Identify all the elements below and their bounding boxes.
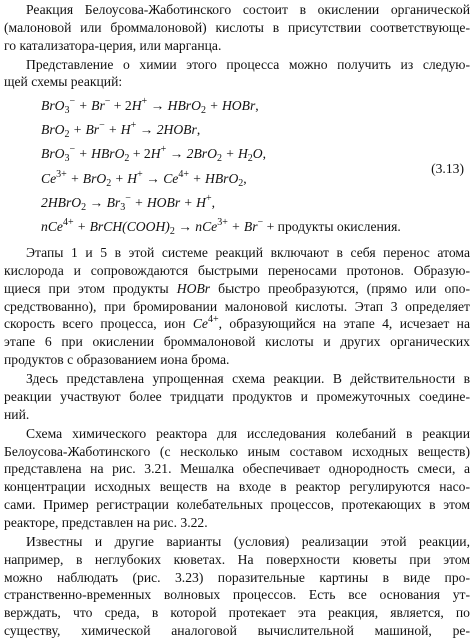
paragraph-1-line-1: Реакция Белоусова-Жаботинского состоит в окислении органической xyxy=(26,2,470,17)
paragraph-1-line-3: го катализатора-церия, или марганца. xyxy=(4,37,222,53)
paragraph-5-line-4: концентрации исходных веществ на входе в реактор регулируются насо- xyxy=(4,479,470,495)
paragraph-6-line-4: странственно-временных волновых процессов. Есть все основания ут- xyxy=(4,587,470,603)
hobr-term: HOBr xyxy=(176,280,211,296)
paragraph-3-line-4: средствованно), при бромировании малоновой кислоты. Этап 3 определяет xyxy=(4,298,470,314)
paragraph-6-line-5: верждать, что среда, в которой протекает эта реакция, является, по xyxy=(4,605,470,621)
equation-3: BrO$_3$− + HBrO$_2$ + $2H^+ \to 2BrO_2 + H_2O$, xyxy=(41,144,267,165)
cerium-ion-term: Ce xyxy=(192,316,208,332)
paragraph-2-line-1: Представление о химии этого процесса можно получить из следую- xyxy=(26,56,470,72)
equation-5: 2HBrO$_2$ → $Br_3^-$ + HOBr + H+, xyxy=(41,192,216,213)
paragraph-5-line-1: Схема химического реактора для исследования колебаний в реакции xyxy=(26,425,470,441)
paragraph-3-line-6: этапе 6 при окислении броммалоновой кислоты и других органических xyxy=(4,334,470,350)
paragraph-6-line-3: можно наблюдать (рис. 3.23) поразительные картины в виде про- xyxy=(4,569,470,585)
paragraph-6-line-6: существу, химической аналоговой вычислительной машиной, ре- xyxy=(4,623,470,639)
paragraph-3-line-5: скорость всего процесса, ион $Ce^{4+}$, образующийся на этапе 4, исчезает на xyxy=(4,314,470,332)
paragraph-3-line-2: кислорода и сопровождаются быстрыми переносами протонов. Образую- xyxy=(4,262,470,278)
paragraph-5-line-6: реакторе, представлен на рис. 3.22. xyxy=(4,514,208,530)
equation-4: $Ce^{3+} + BrO_2 + H^+ \to Ce^{4+}$ + HBrO$_2$, xyxy=(41,168,247,189)
paragraph-5-line-5: сами. Пример регистрации колебательных процессов, протекающих в этом xyxy=(4,497,470,513)
paragraph-5-line-2: Белоусова-Жаботинского (с несколько иным составом исходных веществ) xyxy=(4,443,470,459)
paragraph-6-line-1: Известны и другие варианты (условия) реализации этой реакции, xyxy=(26,533,470,549)
equation-number: (3.13) xyxy=(431,160,464,176)
paragraph-4-line-1: Здесь представлена упрощенная схема реакции. В действительности в xyxy=(26,371,470,387)
equation-1: BrO$_3$− + Br− + 2H+ → HBrO$_2$ + HOBr, xyxy=(41,95,259,116)
paragraph-4-line-3: ний. xyxy=(4,406,30,422)
paragraph-1-line-2: (малоновой или броммалоновой) кислоты в присутствии соответствующе- xyxy=(4,19,470,35)
paragraph-3-line-1: Этапы 1 и 5 в этой системе реакций включают в себя перенос атома xyxy=(26,245,470,261)
paragraph-4-line-2: реакции участвуют более тридцати продуктов и промежуточных соедине- xyxy=(4,388,470,404)
equation-6: $nCe^{4+} + BrCH(COOH)_2 \to nCe^{3+} + Br^-$ + продукты окисления. xyxy=(41,217,401,238)
equation-2: BrO$_2$ + Br− + H+ → 2HOBr, xyxy=(41,120,201,141)
paragraph-5-line-3: представлена на рис. 3.21. Мешалка обеспечивает однородность смеси, а xyxy=(4,461,470,477)
paragraph-6-line-2: например, в неглубоких кюветах. На поверхности кюветы при этом xyxy=(4,551,470,567)
paragraph-3-line-3: щиеся при этом продукты HOBr быстро преобразуются, (прямо или опо- xyxy=(4,280,470,296)
paragraph-3-line-7: продуктов с образованием иона брома. xyxy=(4,352,230,368)
paragraph-2-line-2: щей схемы реакций: xyxy=(4,74,123,90)
